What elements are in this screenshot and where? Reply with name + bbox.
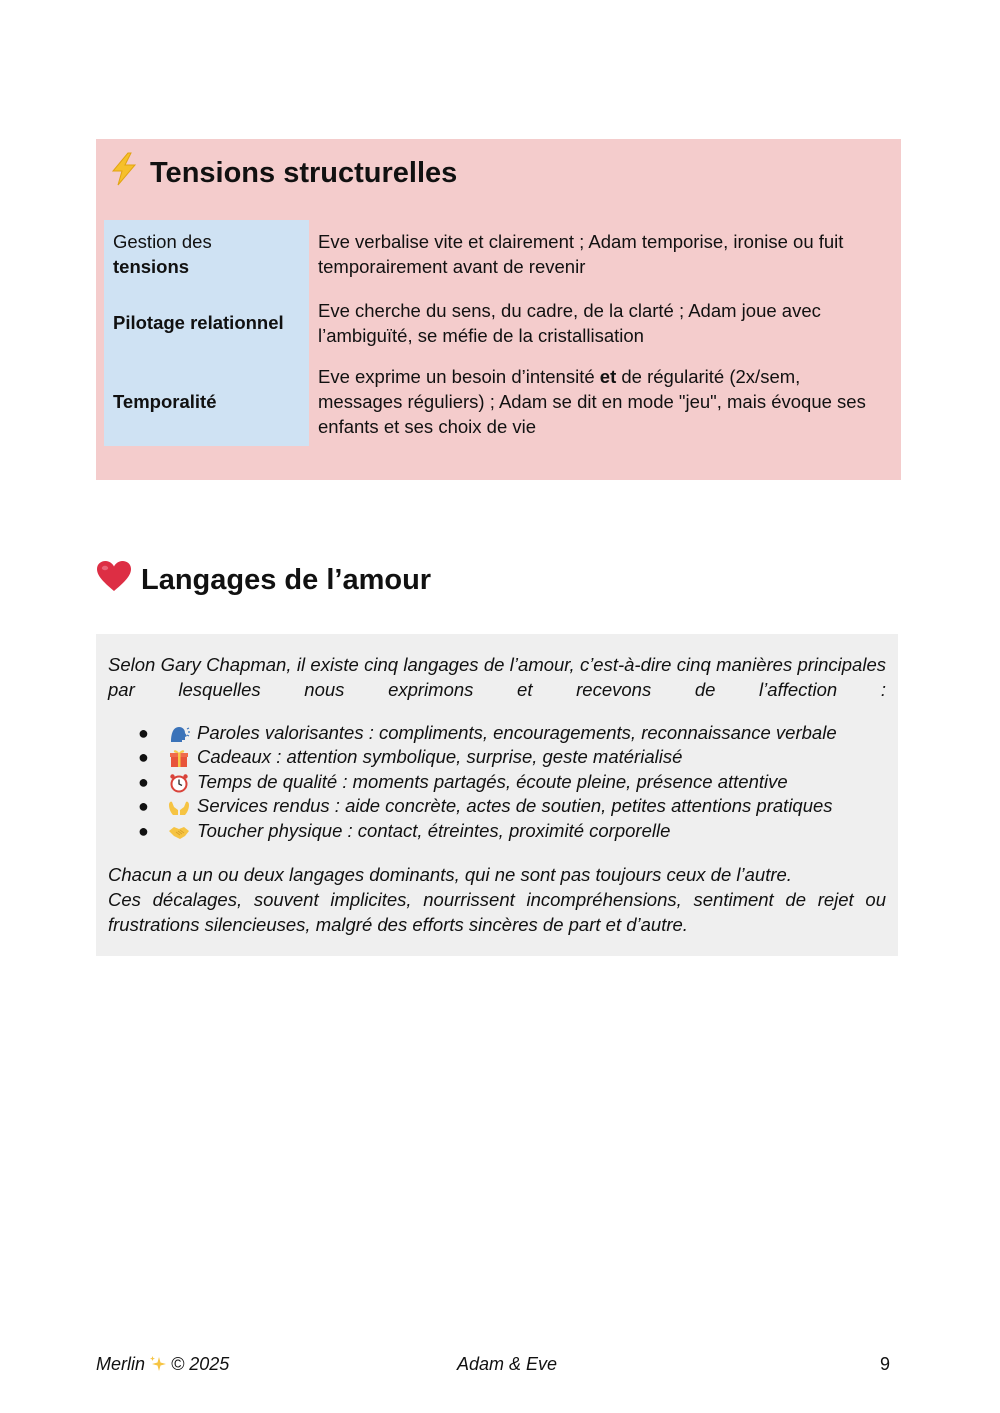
gift-icon (168, 748, 190, 768)
list-item: ● Toucher physique : contact, étreintes, proximité corporelle (108, 819, 886, 843)
love-intro: Selon Gary Chapman, il existe cinq langages de l’amour, c’est-à-dire cinq manières principales par lesquelles nous exprimons et recevons de l’affection : (108, 654, 886, 700)
tensions-title (108, 152, 457, 193)
list-item: ● Services rendus : aide concrète, actes de soutien, petites attentions pratiques (108, 794, 886, 818)
open-hands-icon (168, 797, 190, 817)
list-item: ● Paroles valorisantes : compliments, encouragements, reconnaissance verbale (108, 721, 886, 745)
sparkles-icon (149, 1355, 167, 1373)
footer-center: Adam & Eve (457, 1354, 558, 1374)
handshake-icon (168, 822, 190, 842)
alarm-clock-icon (168, 773, 190, 793)
list-item: ● Cadeaux : attention symbolique, surprise, geste matérialisé (108, 745, 886, 769)
row-desc-gestion: Eve verbalise vite et clairement ; Adam temporise, ironise ou fuit temporairement avant de revenir (318, 231, 844, 277)
speaking-head-icon (168, 724, 190, 744)
love-title (96, 560, 431, 603)
love-title-text: Langages de l’amour (141, 564, 432, 596)
row-label-pilotage: Pilotage relationnel (113, 312, 284, 333)
love-conclusion-2: Ces décalages, souvent implicites, nourrissent incompréhensions, sentiment de rejet ou frustrations silencieuses, malgré des efforts sincères de part et d’autre. (108, 889, 886, 935)
bullet-icon: ● (138, 820, 149, 841)
bullet-icon: ● (138, 747, 149, 768)
row-label-gestion: Gestion des tensions (113, 231, 212, 277)
bullet-icon: ● (138, 796, 149, 817)
row-desc-temporalite: Eve exprime un besoin d’intensité et de régularité (2x/sem, messages réguliers) ; Adam se dit en mode "jeu", mais évoque ses enfants et ses choix de vie (318, 366, 866, 437)
row-desc-pilotage: Eve cherche du sens, du cadre, de la clarté ; Adam joue avec l’ambiguïté, se méfie de la cristallisation (318, 300, 821, 346)
list-item: ● Temps de qualité : moments partagés, écoute pleine, présence attentive (108, 770, 886, 794)
love-conclusion-1: Chacun a un ou deux langages dominants, qui ne sont pas toujours ceux de l’autre. (108, 864, 792, 885)
love-languages-list (108, 721, 886, 843)
row-label-temporalite: Temporalité (113, 391, 217, 412)
lightning-icon (108, 152, 140, 193)
tensions-title-text: Tensions structurelles (150, 157, 458, 189)
page-number: 9 (880, 1354, 891, 1374)
heart-icon (96, 560, 132, 603)
bullet-icon: ● (138, 723, 149, 743)
bullet-icon: ● (138, 771, 149, 792)
footer-left: Merlin © 2025 (96, 1354, 230, 1374)
